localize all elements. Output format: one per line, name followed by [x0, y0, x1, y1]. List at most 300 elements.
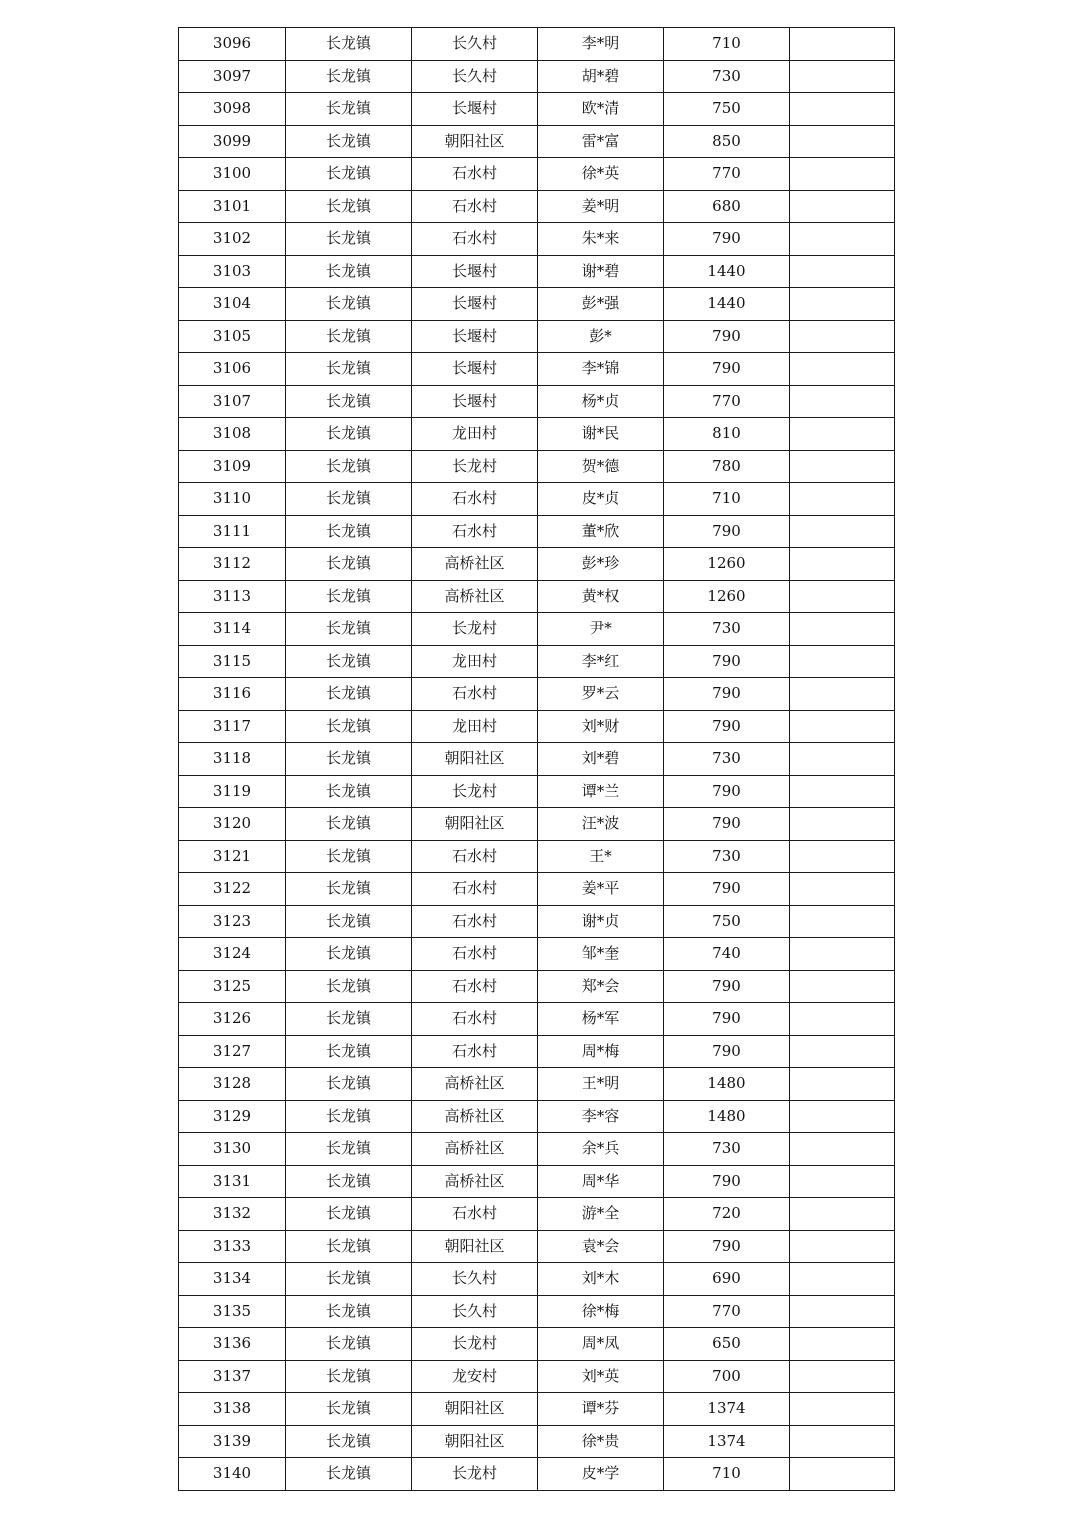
village-cell: 高桥社区: [412, 580, 538, 613]
town-cell: 长龙镇: [286, 1360, 412, 1393]
table-row: [179, 1165, 895, 1198]
amount-cell: 790: [664, 1165, 790, 1198]
table-row: [179, 905, 895, 938]
town-cell: 长龙镇: [286, 1003, 412, 1036]
table-row: [179, 873, 895, 906]
amount-cell: 850: [664, 125, 790, 158]
amount-cell: 1260: [664, 580, 790, 613]
note-cell: [790, 125, 895, 158]
town-cell: 长龙镇: [286, 1133, 412, 1166]
row-number-cell: 3127: [179, 1035, 286, 1068]
note-cell: [790, 158, 895, 191]
town-cell: 长龙镇: [286, 905, 412, 938]
village-cell: 石水村: [412, 1198, 538, 1231]
name-cell: 姜*平: [538, 873, 664, 906]
amount-cell: 1374: [664, 1425, 790, 1458]
amount-cell: 790: [664, 970, 790, 1003]
table-row: [179, 1425, 895, 1458]
row-number-cell: 3137: [179, 1360, 286, 1393]
village-cell: 朝阳社区: [412, 125, 538, 158]
table-row: [179, 808, 895, 841]
row-number-cell: 3132: [179, 1198, 286, 1231]
town-cell: 长龙镇: [286, 288, 412, 321]
table-row: [179, 1068, 895, 1101]
table-row: [179, 385, 895, 418]
note-cell: [790, 645, 895, 678]
table-row: [179, 970, 895, 1003]
row-number-cell: 3121: [179, 840, 286, 873]
note-cell: [790, 1198, 895, 1231]
amount-cell: 790: [664, 645, 790, 678]
row-number-cell: 3100: [179, 158, 286, 191]
village-cell: 高桥社区: [412, 548, 538, 581]
village-cell: 朝阳社区: [412, 1230, 538, 1263]
name-cell: 王*: [538, 840, 664, 873]
village-cell: 朝阳社区: [412, 808, 538, 841]
table-row: [179, 548, 895, 581]
table-row: [179, 1230, 895, 1263]
village-cell: 长堰村: [412, 255, 538, 288]
name-cell: 欧*清: [538, 93, 664, 126]
row-number-cell: 3140: [179, 1458, 286, 1491]
village-cell: 长堰村: [412, 288, 538, 321]
amount-cell: 730: [664, 613, 790, 646]
row-number-cell: 3120: [179, 808, 286, 841]
row-number-cell: 3126: [179, 1003, 286, 1036]
name-cell: 杨*军: [538, 1003, 664, 1036]
village-cell: 长久村: [412, 28, 538, 61]
row-number-cell: 3123: [179, 905, 286, 938]
village-cell: 朝阳社区: [412, 1393, 538, 1426]
amount-cell: 710: [664, 1458, 790, 1491]
note-cell: [790, 223, 895, 256]
town-cell: 长龙镇: [286, 1068, 412, 1101]
note-cell: [790, 1068, 895, 1101]
amount-cell: 740: [664, 938, 790, 971]
row-number-cell: 3101: [179, 190, 286, 223]
town-cell: 长龙镇: [286, 548, 412, 581]
town-cell: 长龙镇: [286, 190, 412, 223]
table-row: [179, 93, 895, 126]
table-row: [179, 1360, 895, 1393]
amount-cell: 790: [664, 223, 790, 256]
village-cell: 长龙村: [412, 775, 538, 808]
name-cell: 邹*奎: [538, 938, 664, 971]
name-cell: 李*红: [538, 645, 664, 678]
village-cell: 石水村: [412, 840, 538, 873]
name-cell: 谢*碧: [538, 255, 664, 288]
village-cell: 石水村: [412, 223, 538, 256]
name-cell: 彭*: [538, 320, 664, 353]
town-cell: 长龙镇: [286, 353, 412, 386]
town-cell: 长龙镇: [286, 483, 412, 516]
town-cell: 长龙镇: [286, 158, 412, 191]
note-cell: [790, 775, 895, 808]
note-cell: [790, 1263, 895, 1296]
row-number-cell: 3133: [179, 1230, 286, 1263]
amount-cell: 790: [664, 1230, 790, 1263]
amount-cell: 790: [664, 1003, 790, 1036]
name-cell: 王*明: [538, 1068, 664, 1101]
name-cell: 董*欣: [538, 515, 664, 548]
note-cell: [790, 1003, 895, 1036]
table-row: [179, 28, 895, 61]
amount-cell: 770: [664, 158, 790, 191]
village-cell: 石水村: [412, 515, 538, 548]
amount-cell: 690: [664, 1263, 790, 1296]
note-cell: [790, 970, 895, 1003]
name-cell: 周*凤: [538, 1328, 664, 1361]
village-cell: 石水村: [412, 678, 538, 711]
row-number-cell: 3104: [179, 288, 286, 321]
village-cell: 石水村: [412, 483, 538, 516]
row-number-cell: 3117: [179, 710, 286, 743]
name-cell: 谢*民: [538, 418, 664, 451]
amount-cell: 710: [664, 28, 790, 61]
amount-cell: 720: [664, 1198, 790, 1231]
name-cell: 尹*: [538, 613, 664, 646]
row-number-cell: 3114: [179, 613, 286, 646]
town-cell: 长龙镇: [286, 1100, 412, 1133]
note-cell: [790, 905, 895, 938]
row-number-cell: 3110: [179, 483, 286, 516]
row-number-cell: 3124: [179, 938, 286, 971]
village-cell: 长堰村: [412, 320, 538, 353]
town-cell: 长龙镇: [286, 1425, 412, 1458]
note-cell: [790, 418, 895, 451]
row-number-cell: 3112: [179, 548, 286, 581]
village-cell: 朝阳社区: [412, 1425, 538, 1458]
table-row: [179, 938, 895, 971]
name-cell: 汪*波: [538, 808, 664, 841]
name-cell: 谭*芬: [538, 1393, 664, 1426]
name-cell: 刘*木: [538, 1263, 664, 1296]
village-cell: 长堰村: [412, 353, 538, 386]
note-cell: [790, 1165, 895, 1198]
town-cell: 长龙镇: [286, 938, 412, 971]
table-row: [179, 1295, 895, 1328]
note-cell: [790, 288, 895, 321]
table-row: [179, 613, 895, 646]
name-cell: 杨*贞: [538, 385, 664, 418]
amount-cell: 1440: [664, 288, 790, 321]
name-cell: 雷*富: [538, 125, 664, 158]
name-cell: 贺*德: [538, 450, 664, 483]
village-cell: 长久村: [412, 60, 538, 93]
note-cell: [790, 93, 895, 126]
village-cell: 长龙村: [412, 450, 538, 483]
town-cell: 长龙镇: [286, 515, 412, 548]
row-number-cell: 3139: [179, 1425, 286, 1458]
row-number-cell: 3134: [179, 1263, 286, 1296]
note-cell: [790, 613, 895, 646]
amount-cell: 810: [664, 418, 790, 451]
village-cell: 龙田村: [412, 710, 538, 743]
name-cell: 胡*碧: [538, 60, 664, 93]
note-cell: [790, 385, 895, 418]
name-cell: 余*兵: [538, 1133, 664, 1166]
town-cell: 长龙镇: [286, 678, 412, 711]
name-cell: 刘*英: [538, 1360, 664, 1393]
row-number-cell: 3118: [179, 743, 286, 776]
name-cell: 皮*学: [538, 1458, 664, 1491]
roster-table: [178, 27, 895, 1491]
village-cell: 石水村: [412, 905, 538, 938]
town-cell: 长龙镇: [286, 93, 412, 126]
name-cell: 姜*明: [538, 190, 664, 223]
amount-cell: 790: [664, 808, 790, 841]
village-cell: 长久村: [412, 1295, 538, 1328]
table-row: [179, 288, 895, 321]
table-row: [179, 418, 895, 451]
town-cell: 长龙镇: [286, 580, 412, 613]
amount-cell: 790: [664, 353, 790, 386]
town-cell: 长龙镇: [286, 450, 412, 483]
town-cell: 长龙镇: [286, 970, 412, 1003]
name-cell: 郑*会: [538, 970, 664, 1003]
village-cell: 朝阳社区: [412, 743, 538, 776]
village-cell: 长堰村: [412, 385, 538, 418]
note-cell: [790, 190, 895, 223]
amount-cell: 710: [664, 483, 790, 516]
name-cell: 黄*权: [538, 580, 664, 613]
row-number-cell: 3105: [179, 320, 286, 353]
village-cell: 长龙村: [412, 1458, 538, 1491]
note-cell: [790, 255, 895, 288]
row-number-cell: 3115: [179, 645, 286, 678]
note-cell: [790, 1458, 895, 1491]
town-cell: 长龙镇: [286, 840, 412, 873]
village-cell: 石水村: [412, 873, 538, 906]
note-cell: [790, 548, 895, 581]
town-cell: 长龙镇: [286, 1198, 412, 1231]
amount-cell: 1480: [664, 1100, 790, 1133]
row-number-cell: 3138: [179, 1393, 286, 1426]
amount-cell: 770: [664, 385, 790, 418]
note-cell: [790, 450, 895, 483]
village-cell: 高桥社区: [412, 1165, 538, 1198]
town-cell: 长龙镇: [286, 873, 412, 906]
note-cell: [790, 678, 895, 711]
town-cell: 长龙镇: [286, 1295, 412, 1328]
amount-cell: 1260: [664, 548, 790, 581]
amount-cell: 790: [664, 710, 790, 743]
table-row: [179, 158, 895, 191]
amount-cell: 750: [664, 905, 790, 938]
town-cell: 长龙镇: [286, 418, 412, 451]
town-cell: 长龙镇: [286, 1458, 412, 1491]
town-cell: 长龙镇: [286, 1393, 412, 1426]
note-cell: [790, 353, 895, 386]
roster-table-body: [179, 28, 895, 1491]
note-cell: [790, 1393, 895, 1426]
town-cell: 长龙镇: [286, 613, 412, 646]
table-row: [179, 320, 895, 353]
note-cell: [790, 580, 895, 613]
note-cell: [790, 1230, 895, 1263]
row-number-cell: 3103: [179, 255, 286, 288]
note-cell: [790, 1295, 895, 1328]
amount-cell: 730: [664, 1133, 790, 1166]
note-cell: [790, 1328, 895, 1361]
table-row: [179, 1393, 895, 1426]
town-cell: 长龙镇: [286, 60, 412, 93]
note-cell: [790, 483, 895, 516]
amount-cell: 750: [664, 93, 790, 126]
table-row: [179, 60, 895, 93]
amount-cell: 1440: [664, 255, 790, 288]
row-number-cell: 3097: [179, 60, 286, 93]
note-cell: [790, 1133, 895, 1166]
note-cell: [790, 1035, 895, 1068]
town-cell: 长龙镇: [286, 710, 412, 743]
row-number-cell: 3102: [179, 223, 286, 256]
amount-cell: 790: [664, 775, 790, 808]
town-cell: 长龙镇: [286, 808, 412, 841]
town-cell: 长龙镇: [286, 775, 412, 808]
table-row: [179, 645, 895, 678]
table-row: [179, 678, 895, 711]
table-row: [179, 483, 895, 516]
table-row: [179, 580, 895, 613]
name-cell: 袁*会: [538, 1230, 664, 1263]
row-number-cell: 3131: [179, 1165, 286, 1198]
amount-cell: 730: [664, 840, 790, 873]
amount-cell: 770: [664, 1295, 790, 1328]
note-cell: [790, 710, 895, 743]
table-row: [179, 1100, 895, 1133]
note-cell: [790, 1360, 895, 1393]
name-cell: 游*全: [538, 1198, 664, 1231]
village-cell: 高桥社区: [412, 1068, 538, 1101]
row-number-cell: 3119: [179, 775, 286, 808]
name-cell: 李*容: [538, 1100, 664, 1133]
row-number-cell: 3122: [179, 873, 286, 906]
town-cell: 长龙镇: [286, 1230, 412, 1263]
row-number-cell: 3106: [179, 353, 286, 386]
town-cell: 长龙镇: [286, 320, 412, 353]
name-cell: 徐*梅: [538, 1295, 664, 1328]
table-row: [179, 840, 895, 873]
town-cell: 长龙镇: [286, 743, 412, 776]
row-number-cell: 3099: [179, 125, 286, 158]
table-row: [179, 1003, 895, 1036]
table-row: [179, 1035, 895, 1068]
village-cell: 长龙村: [412, 613, 538, 646]
note-cell: [790, 873, 895, 906]
table-row: [179, 353, 895, 386]
village-cell: 高桥社区: [412, 1133, 538, 1166]
row-number-cell: 3113: [179, 580, 286, 613]
note-cell: [790, 28, 895, 61]
town-cell: 长龙镇: [286, 125, 412, 158]
row-number-cell: 3109: [179, 450, 286, 483]
amount-cell: 790: [664, 320, 790, 353]
name-cell: 徐*贵: [538, 1425, 664, 1458]
note-cell: [790, 840, 895, 873]
name-cell: 李*明: [538, 28, 664, 61]
town-cell: 长龙镇: [286, 1035, 412, 1068]
row-number-cell: 3135: [179, 1295, 286, 1328]
row-number-cell: 3130: [179, 1133, 286, 1166]
amount-cell: 700: [664, 1360, 790, 1393]
note-cell: [790, 1100, 895, 1133]
table-row: [179, 1133, 895, 1166]
table-row: [179, 775, 895, 808]
row-number-cell: 3111: [179, 515, 286, 548]
name-cell: 罗*云: [538, 678, 664, 711]
amount-cell: 730: [664, 60, 790, 93]
row-number-cell: 3098: [179, 93, 286, 126]
amount-cell: 680: [664, 190, 790, 223]
table-row: [179, 190, 895, 223]
town-cell: 长龙镇: [286, 385, 412, 418]
row-number-cell: 3128: [179, 1068, 286, 1101]
note-cell: [790, 1425, 895, 1458]
name-cell: 皮*贞: [538, 483, 664, 516]
village-cell: 石水村: [412, 938, 538, 971]
note-cell: [790, 320, 895, 353]
village-cell: 龙田村: [412, 645, 538, 678]
row-number-cell: 3125: [179, 970, 286, 1003]
town-cell: 长龙镇: [286, 1263, 412, 1296]
name-cell: 李*锦: [538, 353, 664, 386]
amount-cell: 790: [664, 1035, 790, 1068]
note-cell: [790, 743, 895, 776]
village-cell: 石水村: [412, 970, 538, 1003]
row-number-cell: 3096: [179, 28, 286, 61]
table-row: [179, 1328, 895, 1361]
note-cell: [790, 60, 895, 93]
amount-cell: 1374: [664, 1393, 790, 1426]
village-cell: 石水村: [412, 1035, 538, 1068]
table-row: [179, 1198, 895, 1231]
village-cell: 长堰村: [412, 93, 538, 126]
row-number-cell: 3108: [179, 418, 286, 451]
town-cell: 长龙镇: [286, 645, 412, 678]
village-cell: 石水村: [412, 158, 538, 191]
town-cell: 长龙镇: [286, 28, 412, 61]
name-cell: 谭*兰: [538, 775, 664, 808]
village-cell: 龙安村: [412, 1360, 538, 1393]
town-cell: 长龙镇: [286, 1328, 412, 1361]
amount-cell: 790: [664, 873, 790, 906]
name-cell: 刘*碧: [538, 743, 664, 776]
name-cell: 谢*贞: [538, 905, 664, 938]
amount-cell: 790: [664, 678, 790, 711]
amount-cell: 790: [664, 515, 790, 548]
village-cell: 高桥社区: [412, 1100, 538, 1133]
amount-cell: 730: [664, 743, 790, 776]
table-row: [179, 450, 895, 483]
table-row: [179, 1458, 895, 1491]
village-cell: 长久村: [412, 1263, 538, 1296]
row-number-cell: 3107: [179, 385, 286, 418]
table-row: [179, 125, 895, 158]
name-cell: 刘*财: [538, 710, 664, 743]
name-cell: 彭*强: [538, 288, 664, 321]
table-row: [179, 255, 895, 288]
amount-cell: 650: [664, 1328, 790, 1361]
name-cell: 周*华: [538, 1165, 664, 1198]
table-row: [179, 1263, 895, 1296]
village-cell: 石水村: [412, 1003, 538, 1036]
note-cell: [790, 938, 895, 971]
town-cell: 长龙镇: [286, 1165, 412, 1198]
row-number-cell: 3129: [179, 1100, 286, 1133]
amount-cell: 1480: [664, 1068, 790, 1101]
row-number-cell: 3116: [179, 678, 286, 711]
